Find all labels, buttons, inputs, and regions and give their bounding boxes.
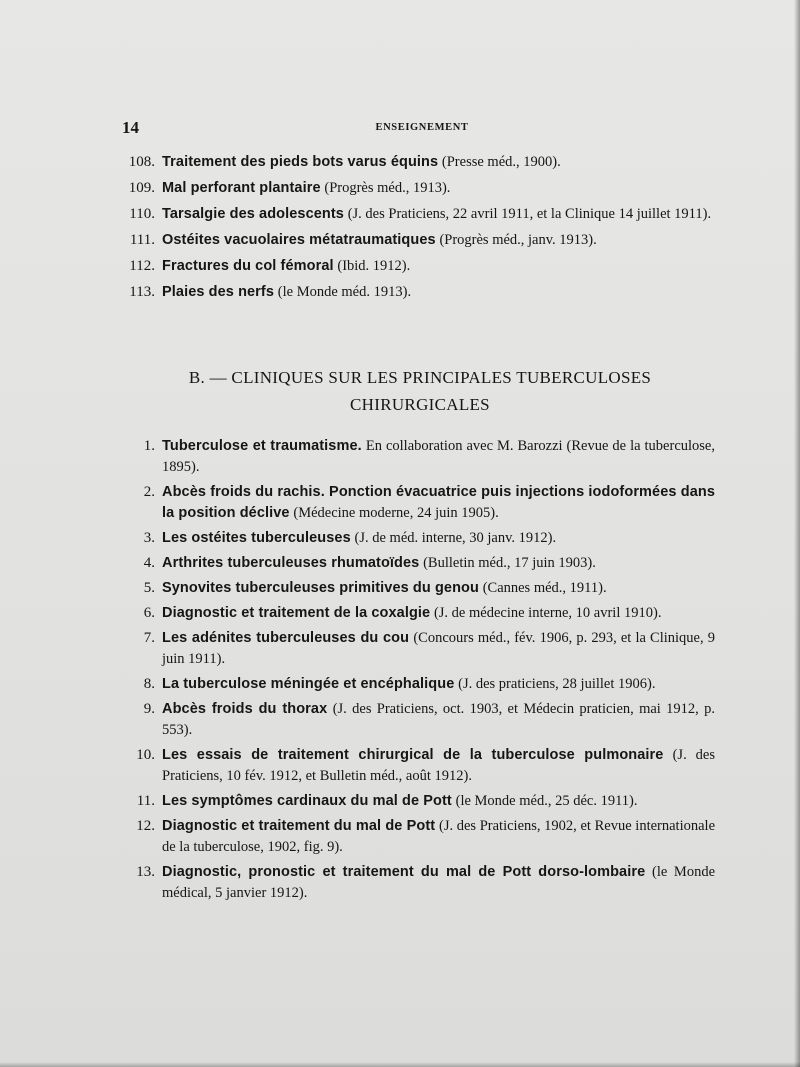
entry-title: Abcès froids du rachis. Ponction évacuatrice puis injections iodoformées dans la position déclive (162, 484, 715, 521)
entry-number: 4. (143, 555, 155, 571)
entry-number: 8. (143, 676, 155, 692)
list-item (100, 282, 715, 303)
entry-title: Synovites tuberculeuses primitives du genou (162, 580, 479, 596)
entry-title: Plaies des nerfs (162, 284, 275, 300)
list-item (100, 204, 715, 225)
list-item (100, 528, 715, 549)
list-item (100, 152, 715, 173)
page-edge-shadow (794, 0, 800, 1067)
entry-reference: (Bulletin méd., 17 juin 1903). (423, 555, 596, 571)
entry-reference: (Concours méd., fév. 1906, p. 293, et la Clinique, 9 juin 1911). (162, 630, 715, 667)
entry-title: Abcès froids du thorax (162, 701, 328, 717)
entry-reference: (J. des Praticiens, 22 avril 1911, et la Clinique 14 juillet 1911). (347, 206, 712, 222)
list-item (100, 553, 715, 574)
entry-number: 6. (143, 605, 155, 621)
running-title: ENSEIGNEMENT (375, 122, 469, 133)
entry-number: 7. (143, 630, 155, 646)
page-bottom-shadow (0, 1062, 800, 1067)
entry-title: Tarsalgie des adolescents (162, 206, 344, 222)
entry-reference: (Progrès méd., 1913). (324, 180, 451, 196)
entry-title: Ostéites vacuolaires métatraumatiques (162, 232, 436, 248)
list-item (100, 436, 715, 478)
entry-number: 5. (143, 580, 155, 596)
entry-reference: (J. des Praticiens, 1902, et Revue internationale de la tuberculose, 1902, fig. 9). (162, 818, 716, 855)
entry-number: 9. (143, 701, 155, 717)
entry-number: 110. (129, 206, 155, 222)
entry-title: Arthrites tuberculeuses rhumatoïdes (162, 555, 420, 571)
entry-reference: (le Monde médical, 5 janvier 1912). (162, 864, 716, 901)
entry-reference: (Presse méd., 1900). (441, 154, 561, 170)
list-item (100, 482, 715, 524)
entry-number: 1. (143, 438, 155, 454)
list-item (100, 791, 715, 812)
list-item (100, 230, 715, 251)
entry-title: Diagnostic et traitement de la coxalgie (162, 605, 431, 621)
publication-list-a (100, 152, 715, 308)
running-header (122, 118, 722, 140)
entry-title: La tuberculose méningée et encéphalique (162, 676, 455, 692)
entry-number: 113. (129, 284, 155, 300)
entry-reference: (J. de méd. interne, 30 janv. 1912). (354, 530, 557, 546)
entry-reference: (J. des Praticiens, oct. 1903, et Médecin praticien, mai 1912, p. 553). (162, 701, 715, 738)
entry-reference: (Ibid. 1912). (337, 258, 411, 274)
list-item (100, 628, 715, 670)
list-item (100, 745, 715, 787)
list-item (100, 816, 715, 858)
entry-number: 109. (128, 180, 155, 196)
entry-reference: (Médecine moderne, 24 juin 1905). (293, 505, 499, 521)
entry-reference: (Cannes méd., 1911). (482, 580, 607, 596)
entry-number: 112. (129, 258, 155, 274)
list-item (100, 699, 715, 741)
list-item (100, 256, 715, 277)
entry-number: 11. (136, 793, 155, 809)
entry-number: 12. (136, 818, 155, 834)
entry-reference: (J. des Praticiens, 10 fév. 1912, et Bulletin méd., août 1912). (162, 747, 716, 784)
entry-reference: (J. de médecine interne, 10 avril 1910). (433, 605, 662, 621)
entry-reference: (Progrès méd., janv. 1913). (439, 232, 597, 248)
entry-title: Fractures du col fémoral (162, 258, 334, 274)
page-number: 14 (122, 118, 139, 137)
entry-number: 108. (128, 154, 155, 170)
entry-reference: En collaboration avec M. Barozzi (Revue de la tuberculose, 1895). (162, 438, 715, 475)
entry-title: Mal perforant plantaire (162, 180, 321, 196)
entry-reference: (J. des praticiens, 28 juillet 1906). (458, 676, 656, 692)
list-item (100, 578, 715, 599)
entry-title: Tuberculose et traumatisme. (162, 438, 362, 454)
entry-title: Les essais de traitement chirurgical de la tuberculose pulmonaire (162, 747, 664, 763)
list-item (100, 178, 715, 199)
section-heading-line-2: CHIRURGICALES (350, 395, 490, 414)
entry-number: 111. (129, 232, 155, 248)
publication-list-b (100, 436, 715, 908)
entry-title: Les adénites tuberculeuses du cou (162, 630, 410, 646)
list-item (100, 674, 715, 695)
entry-number: 10. (136, 747, 155, 763)
entry-number: 2. (143, 484, 155, 500)
list-item (100, 862, 715, 904)
entry-title: Diagnostic et traitement du mal de Pott (162, 818, 436, 834)
entry-title: Traitement des pieds bots varus équins (162, 154, 439, 170)
list-item (100, 603, 715, 624)
entry-title: Les symptômes cardinaux du mal de Pott (162, 793, 452, 809)
entry-title: Les ostéites tuberculeuses (162, 530, 351, 546)
entry-number: 3. (143, 530, 155, 546)
entry-number: 13. (136, 864, 155, 880)
entry-reference: (le Monde méd., 25 déc. 1911). (455, 793, 638, 809)
section-heading (150, 364, 690, 418)
entry-reference: (le Monde méd. 1913). (277, 284, 412, 300)
section-heading-line-1: B. — CLINIQUES SUR LES PRINCIPALES TUBERCULOSES (188, 368, 652, 387)
entry-title: Diagnostic, pronostic et traitement du mal de Pott dorso-lombaire (162, 864, 646, 880)
